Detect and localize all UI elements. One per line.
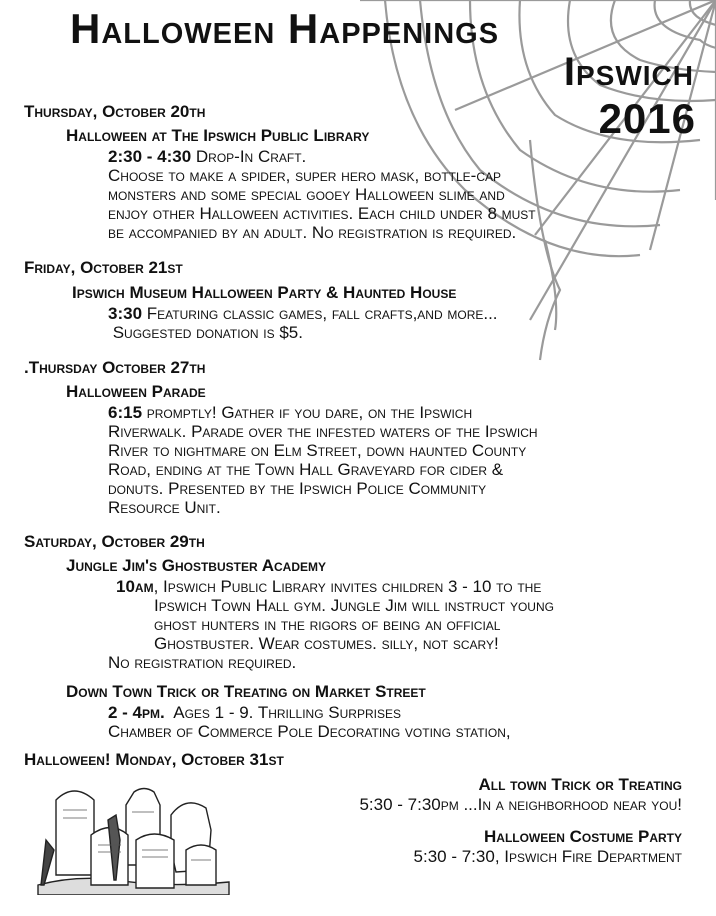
event-description [108,703,511,741]
event-line: donuts. Presented by the Ipswich Police Community [108,479,487,498]
event-line: be accompanied by an adult. No registration is required. [108,223,517,242]
event-lead: Ages 1 - 9. Thrilling Surprises [164,703,401,722]
event-line: Ghostbuster. Wear costumes. silly, not scary! [154,634,499,653]
event-time: 10am [116,577,154,596]
day-heading: .Thursday October 27th [24,358,206,377]
event-description [108,403,538,517]
page-title-year: 2016 [598,95,696,142]
event-line: monsters and some special gooey Halloween slime and [108,185,505,204]
event-time: 2:30 - 4:30 [108,147,192,166]
event-line: enjoy other Halloween activities. Each child under 8 must [108,204,536,223]
day-heading: Saturday, October 29th [24,532,205,551]
event-title: Ipswich Museum Halloween Party & Haunted House [72,283,457,302]
event-line: Suggested donation is $5. [108,323,303,342]
event-title: Down Town Trick or Treating on Market Street [66,682,426,701]
event-lead: , Ipswich Public Library invites children 3 - 10 to the [153,577,542,596]
event-line: River to nightmare on Elm Street, down haunted County [108,441,527,460]
event-title: Halloween at The Ipswich Public Library [66,126,370,145]
event-line: Choose to make a spider, super hero mask, bottle-cap [108,166,502,185]
event-title: Jungle Jim's Ghostbuster Academy [66,556,326,575]
event-line: No registration required. [108,653,297,672]
event-time: 2 - 4pm. [108,703,165,722]
day-heading: Friday, October 21st [24,258,183,277]
event-title: Halloween Parade [66,382,206,401]
page-title: Halloween Happenings [70,5,500,52]
day-heading: Halloween! Monday, October 31st [24,750,284,769]
event-time: 3:30 [108,304,143,323]
event-line: Ipswich Town Hall gym. Jungle Jim will instruct young [154,596,554,615]
event-title: All town Trick or Treating [478,775,682,794]
event-time: 6:15 [108,403,143,422]
day-heading: Thursday, October 20th [24,102,206,121]
event-detail: 5:30 - 7:30pm ...In a neighborhood near you! [359,795,682,814]
event-description [108,577,554,672]
page-title-town: Ipswich [563,50,694,94]
event-lead: Drop-In Craft. [191,147,307,166]
graveyard-illustration [36,780,231,895]
event-lead: promptly! Gather if you dare, on the Ipswich [142,403,473,422]
event-description [108,147,536,242]
event-line: Resource Unit. [108,498,221,517]
event-lead: Featuring classic games, fall crafts,and more... [142,304,498,323]
event-description [108,304,498,342]
event-line: Riverwalk. Parade over the infested waters of the Ipswich [108,422,538,441]
event-detail: 5:30 - 7:30, Ipswich Fire Department [413,847,682,866]
event-title: Halloween Costume Party [484,827,682,846]
event-line: ghost hunters in the rigors of being an official [154,615,501,634]
event-line: Chamber of Commerce Pole Decorating voting station, [108,722,511,741]
event-line: Road, ending at the Town Hall Graveyard for cider & [108,460,504,479]
